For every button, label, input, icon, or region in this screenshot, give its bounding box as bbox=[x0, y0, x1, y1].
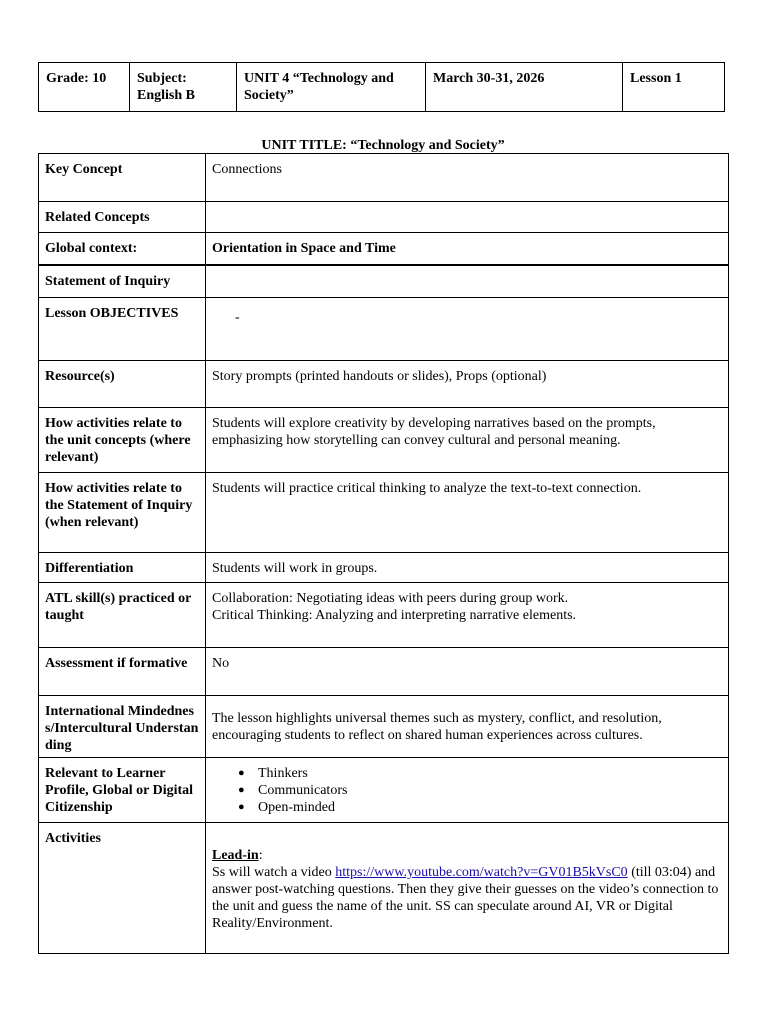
global-context-label: Global context: bbox=[39, 233, 206, 265]
lead-in-text bbox=[212, 864, 722, 932]
row-activities-concepts bbox=[39, 408, 729, 473]
lesson-header-table bbox=[38, 62, 725, 112]
learner-profile-label: Relevant to Learner Profile, Global or Digital Citizenship bbox=[39, 758, 206, 823]
lesson-cell: Lesson 1 bbox=[623, 63, 725, 112]
activities-concepts-value: Students will explore creativity by developing narratives based on the prompts, emphasizing how storytelling can convey cultural and personal meaning. bbox=[206, 408, 729, 473]
subject-cell: Subject: English B bbox=[130, 63, 237, 112]
list-item: ● Open-minded bbox=[258, 799, 722, 816]
key-concept-label: Key Concept bbox=[39, 154, 206, 202]
differentiation-label: Differentiation bbox=[39, 553, 206, 583]
differentiation-value: Students will work in groups. bbox=[206, 553, 729, 583]
activities-concepts-label: How activities relate to the unit concepts (where relevant) bbox=[39, 408, 206, 473]
related-concepts-value bbox=[206, 202, 729, 233]
row-assessment bbox=[39, 648, 729, 696]
row-activities-inquiry bbox=[39, 473, 729, 553]
row-key-concept bbox=[39, 154, 729, 202]
assessment-label: Assessment if formative bbox=[39, 648, 206, 696]
date-cell: March 30-31, 2026 bbox=[426, 63, 623, 112]
grade-cell: Grade: 10 bbox=[39, 63, 130, 112]
resources-label: Resource(s) bbox=[39, 361, 206, 408]
lesson-plan-table bbox=[38, 153, 729, 954]
lead-in-colon: : bbox=[258, 848, 263, 863]
unit-title: UNIT TITLE: “Technology and Society” bbox=[261, 138, 505, 153]
atl-label: ATL skill(s) practiced or taught bbox=[39, 583, 206, 648]
international-value: The lesson highlights universal themes such as mystery, conflict, and resolution, encouraging students to reflect on shared human experiences across cultures. bbox=[206, 696, 729, 758]
row-international-mindedness bbox=[39, 696, 729, 758]
assessment-value: No bbox=[206, 648, 729, 696]
video-link[interactable]: https://www.youtube.com/watch?v=GV01B5kVsC0 bbox=[335, 865, 628, 880]
global-context-value: Orientation in Space and Time bbox=[206, 233, 729, 265]
list-item: ● Thinkers bbox=[258, 765, 722, 782]
atl-cell bbox=[206, 583, 729, 648]
row-learner-profile bbox=[39, 758, 729, 823]
activities-cell bbox=[206, 823, 729, 954]
lead-in-text-before: Ss will watch a video bbox=[212, 865, 336, 880]
learner-profile-cell bbox=[206, 758, 729, 823]
row-statement-of-inquiry bbox=[39, 265, 729, 298]
statement-of-inquiry-label: Statement of Inquiry bbox=[39, 265, 206, 298]
resources-value: Story prompts (printed handouts or slides), Props (optional) bbox=[206, 361, 729, 408]
activities-label: Activities bbox=[39, 823, 206, 954]
learner-profile-list bbox=[212, 765, 722, 816]
unit-cell: UNIT 4 “Technology and Society” bbox=[237, 63, 426, 112]
key-concept-value: Connections bbox=[206, 154, 729, 202]
row-global-context bbox=[39, 233, 729, 265]
row-resources bbox=[39, 361, 729, 408]
lead-in-heading bbox=[212, 847, 722, 864]
statement-of-inquiry-value bbox=[206, 265, 729, 298]
activities-inquiry-label: How activities relate to the Statement of Inquiry (when relevant) bbox=[39, 473, 206, 553]
lead-in-text-after: (till 03:04) and answer post-watching questions. Then they give their guesses on the video’s connection to the unit and guess the name of the unit. SS can speculate around AI, VR or Digital Reality/Environment. bbox=[212, 865, 719, 931]
row-related-concepts bbox=[39, 202, 729, 233]
lesson-objectives-label: Lesson OBJECTIVES bbox=[39, 298, 206, 361]
list-item: ● Communicators bbox=[258, 782, 722, 799]
related-concepts-label: Related Concepts bbox=[39, 202, 206, 233]
row-lesson-objectives bbox=[39, 298, 729, 361]
lesson-objectives-value: - bbox=[235, 310, 240, 325]
international-label: International Mindedness/Intercultural Understanding bbox=[39, 696, 206, 758]
row-activities bbox=[39, 823, 729, 954]
lesson-objectives-cell bbox=[206, 298, 729, 361]
activities-inquiry-value: Students will practice critical thinking to analyze the text-to-text connection. bbox=[206, 473, 729, 553]
atl-critical-thinking: Critical Thinking: Analyzing and interpreting narrative elements. bbox=[212, 608, 577, 623]
row-differentiation bbox=[39, 553, 729, 583]
row-atl-skills bbox=[39, 583, 729, 648]
atl-collaboration: Collaboration: Negotiating ideas with peers during group work. bbox=[212, 591, 569, 606]
lead-in-label: Lead-in bbox=[212, 848, 259, 863]
